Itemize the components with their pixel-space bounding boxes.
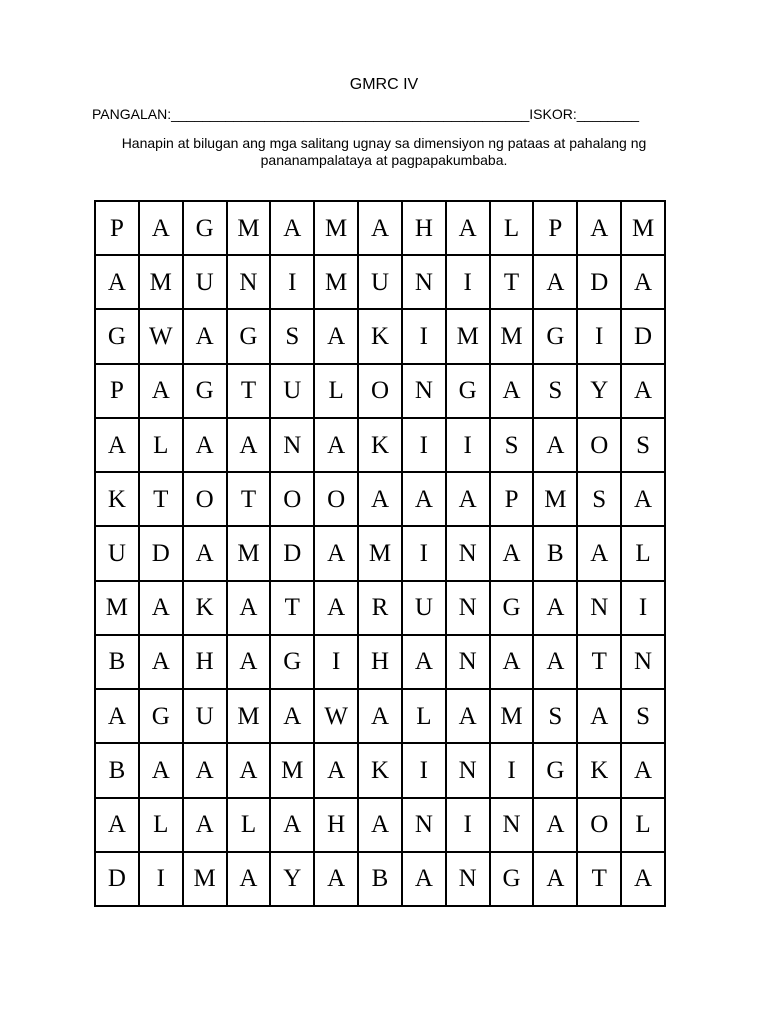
grid-cell: O — [578, 799, 622, 853]
grid-cell: A — [534, 636, 578, 690]
grid-cell: A — [578, 527, 622, 581]
grid-cell: A — [140, 582, 184, 636]
grid-cell: A — [447, 473, 491, 527]
grid-cell: D — [271, 527, 315, 581]
grid-cell: U — [96, 527, 140, 581]
grid-cell: P — [96, 202, 140, 256]
grid-cell: G — [140, 690, 184, 744]
grid-cell: S — [622, 690, 666, 744]
grid-cell: G — [184, 202, 228, 256]
grid-cell: L — [228, 799, 272, 853]
grid-cell: A — [96, 690, 140, 744]
grid-cell: W — [140, 310, 184, 364]
grid-cell: W — [315, 690, 359, 744]
grid-cell: B — [96, 636, 140, 690]
grid-cell: A — [622, 256, 666, 310]
grid-cell: A — [228, 853, 272, 907]
grid-cell: I — [622, 582, 666, 636]
grid-cell: A — [622, 744, 666, 798]
name-score-line — [92, 106, 668, 122]
grid-cell: T — [228, 473, 272, 527]
page-title: GMRC IV — [349, 76, 419, 93]
grid-cell: I — [578, 310, 622, 364]
grid-cell: I — [140, 853, 184, 907]
grid-cell: N — [403, 799, 447, 853]
grid-cell: G — [534, 744, 578, 798]
grid-cell: A — [315, 310, 359, 364]
grid-cell: M — [228, 690, 272, 744]
grid-cell: K — [184, 582, 228, 636]
grid-cell: A — [534, 582, 578, 636]
grid-cell: A — [315, 744, 359, 798]
grid-cell: U — [184, 690, 228, 744]
score-label: ISKOR: — [529, 106, 577, 122]
grid-cell: P — [491, 473, 535, 527]
grid-cell: M — [359, 527, 403, 581]
grid-cell: H — [315, 799, 359, 853]
grid-cell: L — [622, 799, 666, 853]
grid-cell: T — [491, 256, 535, 310]
grid-cell: G — [184, 365, 228, 419]
grid-cell: T — [140, 473, 184, 527]
grid-cell: A — [228, 419, 272, 473]
grid-cell: K — [359, 310, 403, 364]
grid-cell: A — [315, 527, 359, 581]
name-label: PANGALAN: — [92, 106, 172, 122]
grid-cell: K — [359, 419, 403, 473]
grid-cell: O — [359, 365, 403, 419]
grid-cell: M — [491, 690, 535, 744]
grid-cell: N — [622, 636, 666, 690]
grid-cell: L — [315, 365, 359, 419]
grid-cell: A — [447, 690, 491, 744]
grid-cell: N — [403, 256, 447, 310]
grid-cell: G — [447, 365, 491, 419]
grid-cell: O — [271, 473, 315, 527]
grid-cell: M — [447, 310, 491, 364]
grid-cell: U — [271, 365, 315, 419]
grid-cell: N — [578, 582, 622, 636]
grid-cell: A — [403, 473, 447, 527]
grid-cell: G — [271, 636, 315, 690]
word-search-grid — [94, 200, 666, 907]
grid-cell: A — [140, 744, 184, 798]
grid-cell: M — [228, 202, 272, 256]
grid-cell: A — [534, 256, 578, 310]
grid-cell: D — [578, 256, 622, 310]
grid-cell: A — [359, 799, 403, 853]
grid-cell: A — [403, 636, 447, 690]
grid-cell: A — [140, 202, 184, 256]
grid-cell: O — [184, 473, 228, 527]
grid-cell: A — [96, 256, 140, 310]
grid-cell: I — [315, 636, 359, 690]
grid-cell: O — [315, 473, 359, 527]
grid-cell: R — [359, 582, 403, 636]
grid-cell: S — [534, 690, 578, 744]
grid-cell: B — [359, 853, 403, 907]
grid-cell: M — [315, 256, 359, 310]
grid-cell: M — [534, 473, 578, 527]
grid-cell: N — [447, 853, 491, 907]
grid-cell: L — [491, 202, 535, 256]
grid-cell: A — [228, 636, 272, 690]
grid-cell: N — [403, 365, 447, 419]
grid-cell: A — [140, 636, 184, 690]
grid-cell: A — [447, 202, 491, 256]
grid-cell: I — [403, 310, 447, 364]
grid-cell: N — [271, 419, 315, 473]
grid-cell: B — [96, 744, 140, 798]
grid-cell: I — [403, 419, 447, 473]
grid-cell: I — [491, 744, 535, 798]
grid-cell: S — [578, 473, 622, 527]
name-blank: ______________________________________________ — [171, 106, 530, 122]
grid-cell: N — [228, 256, 272, 310]
grid-cell: L — [140, 419, 184, 473]
grid-cell: A — [359, 202, 403, 256]
grid-cell: M — [184, 853, 228, 907]
grid-cell: M — [271, 744, 315, 798]
grid-cell: T — [578, 853, 622, 907]
grid-cell: A — [622, 473, 666, 527]
grid-cell: A — [184, 744, 228, 798]
grid-cell: A — [622, 365, 666, 419]
grid-cell: I — [447, 256, 491, 310]
grid-cell: K — [96, 473, 140, 527]
grid-cell: A — [271, 690, 315, 744]
grid-cell: A — [228, 582, 272, 636]
grid-cell: H — [184, 636, 228, 690]
grid-cell: A — [315, 419, 359, 473]
grid-cell: N — [447, 636, 491, 690]
grid-cell: A — [403, 853, 447, 907]
score-blank: ________ — [576, 106, 640, 122]
grid-cell: A — [228, 744, 272, 798]
grid-cell: M — [140, 256, 184, 310]
grid-cell: T — [228, 365, 272, 419]
grid-cell: B — [534, 527, 578, 581]
grid-cell: A — [184, 419, 228, 473]
grid-cell: A — [578, 202, 622, 256]
grid-cell: G — [491, 582, 535, 636]
grid-cell: G — [534, 310, 578, 364]
grid-cell: A — [140, 365, 184, 419]
grid-cell: H — [359, 636, 403, 690]
grid-cell: A — [271, 202, 315, 256]
grid-cell: A — [491, 527, 535, 581]
grid-cell: U — [184, 256, 228, 310]
grid-cell: N — [447, 527, 491, 581]
grid-cell: A — [578, 690, 622, 744]
grid-cell: A — [184, 527, 228, 581]
grid-cell: A — [534, 419, 578, 473]
grid-cell: T — [271, 582, 315, 636]
grid-cell: U — [359, 256, 403, 310]
grid-cell: Y — [271, 853, 315, 907]
grid-cell: D — [140, 527, 184, 581]
grid-cell: A — [359, 473, 403, 527]
grid-cell: L — [622, 527, 666, 581]
grid-cell: T — [578, 636, 622, 690]
grid-cell: A — [96, 799, 140, 853]
grid-cell: A — [315, 582, 359, 636]
grid-cell: L — [403, 690, 447, 744]
grid-cell: A — [359, 690, 403, 744]
grid-cell: P — [96, 365, 140, 419]
grid-cell: A — [491, 636, 535, 690]
grid-cell: Y — [578, 365, 622, 419]
grid-cell: A — [534, 799, 578, 853]
grid-cell: S — [491, 419, 535, 473]
grid-cell: A — [96, 419, 140, 473]
grid-cell: G — [96, 310, 140, 364]
grid-cell: O — [578, 419, 622, 473]
grid-cell: K — [578, 744, 622, 798]
grid-cell: I — [271, 256, 315, 310]
grid-cell: U — [403, 582, 447, 636]
grid-cell: A — [271, 799, 315, 853]
grid-cell: M — [228, 527, 272, 581]
grid-cell: I — [447, 419, 491, 473]
grid-cell: M — [315, 202, 359, 256]
grid-cell: M — [96, 582, 140, 636]
grid-cell: P — [534, 202, 578, 256]
grid-cell: A — [315, 853, 359, 907]
grid-cell: N — [447, 744, 491, 798]
grid-cell: N — [491, 799, 535, 853]
grid-cell: A — [491, 365, 535, 419]
grid-cell: K — [359, 744, 403, 798]
grid-cell: G — [491, 853, 535, 907]
grid-cell: M — [491, 310, 535, 364]
grid-cell: M — [622, 202, 666, 256]
grid-cell: I — [447, 799, 491, 853]
grid-cell: S — [271, 310, 315, 364]
grid-cell: A — [622, 853, 666, 907]
instructions: Hanapin at bilugan ang mga salitang ugnay sa dimensiyon ng pataas at pahalang ng pananampalataya at pagpapakumbaba. — [121, 135, 647, 168]
grid-cell: S — [534, 365, 578, 419]
grid-cell: S — [622, 419, 666, 473]
grid-cell: L — [140, 799, 184, 853]
grid-cell: D — [622, 310, 666, 364]
grid-cell: I — [403, 527, 447, 581]
grid-cell: G — [228, 310, 272, 364]
grid-cell: N — [447, 582, 491, 636]
grid-cell: A — [184, 310, 228, 364]
grid-cell: H — [403, 202, 447, 256]
grid-cell: I — [403, 744, 447, 798]
grid-cell: D — [96, 853, 140, 907]
grid-cell: A — [184, 799, 228, 853]
grid-cell: A — [534, 853, 578, 907]
